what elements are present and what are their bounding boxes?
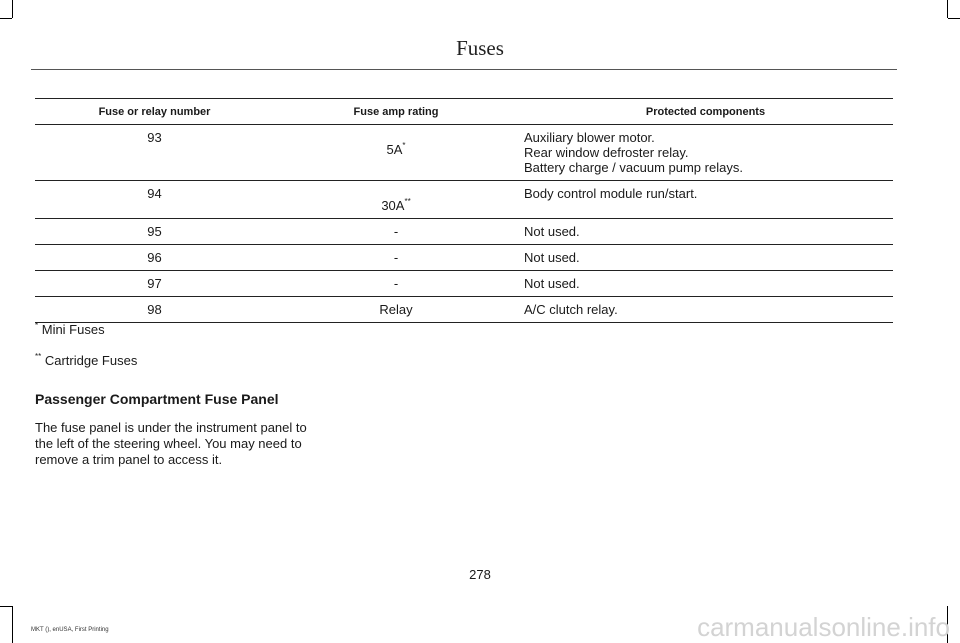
fuse-amp: 5A	[386, 142, 403, 157]
fuse-number: 95	[35, 219, 274, 245]
footnote-text: Cartridge Fuses	[41, 353, 138, 368]
fuse-amp-cell	[274, 125, 518, 181]
table-row	[35, 271, 893, 297]
component-line: Battery charge / vacuum pump relays.	[524, 160, 743, 175]
crop-mark	[12, 0, 13, 18]
table-row	[35, 245, 893, 271]
component-line: Body control module run/start.	[524, 186, 698, 201]
protected-components: Not used.	[518, 271, 893, 297]
page-number: 278	[469, 567, 491, 582]
watermark: carmanualsonline.info	[697, 612, 950, 642]
component-line: Auxiliary blower motor.	[524, 130, 655, 145]
table-header-row	[35, 99, 893, 125]
table-row	[35, 297, 893, 323]
fuse-number: 94	[35, 181, 274, 219]
fuse-number: 97	[35, 271, 274, 297]
footnote-mark: **	[35, 352, 42, 361]
print-footer: MKT (), enUSA, First Printing	[31, 627, 109, 633]
fuse-number: 98	[35, 297, 274, 323]
page-title: Fuses	[456, 36, 504, 60]
column-header: Fuse amp rating	[274, 99, 518, 125]
protected-components: A/C clutch relay.	[518, 297, 893, 323]
title-divider	[31, 69, 897, 70]
protected-components: Not used.	[518, 219, 893, 245]
section-body: The fuse panel is under the instrument panel to the left of the steering wheel. You may need to remove a trim panel to access it.	[35, 420, 307, 467]
column-header: Fuse or relay number	[35, 99, 274, 125]
footnote-mark: *	[402, 141, 406, 150]
crop-mark	[12, 606, 13, 643]
section-heading: Passenger Compartment Fuse Panel	[35, 391, 279, 407]
footnote-mark: **	[404, 197, 411, 206]
fuse-amp: -	[274, 271, 518, 297]
footnote	[35, 318, 137, 337]
fuse-number: 93	[35, 125, 274, 181]
protected-components	[518, 181, 893, 219]
table-row	[35, 219, 893, 245]
component-line: Rear window defroster relay.	[524, 145, 689, 160]
footnote	[35, 349, 137, 368]
crop-mark	[0, 18, 12, 19]
footnote-text: Mini Fuses	[38, 322, 105, 337]
table-row	[35, 125, 893, 181]
fuse-amp: Relay	[274, 297, 518, 323]
fuse-number: 96	[35, 245, 274, 271]
protected-components: Not used.	[518, 245, 893, 271]
crop-mark	[947, 0, 948, 18]
fuse-amp: -	[274, 245, 518, 271]
column-header: Protected components	[518, 99, 893, 125]
table-row	[35, 181, 893, 219]
crop-mark	[0, 606, 12, 607]
fuse-table	[35, 98, 893, 323]
crop-mark	[948, 18, 960, 19]
fuse-amp: -	[274, 219, 518, 245]
footnote-mark: *	[35, 321, 39, 330]
fuse-amp-cell	[274, 181, 518, 219]
fuse-amp: 30A	[381, 198, 405, 213]
protected-components	[518, 125, 893, 181]
footnotes	[35, 318, 137, 380]
